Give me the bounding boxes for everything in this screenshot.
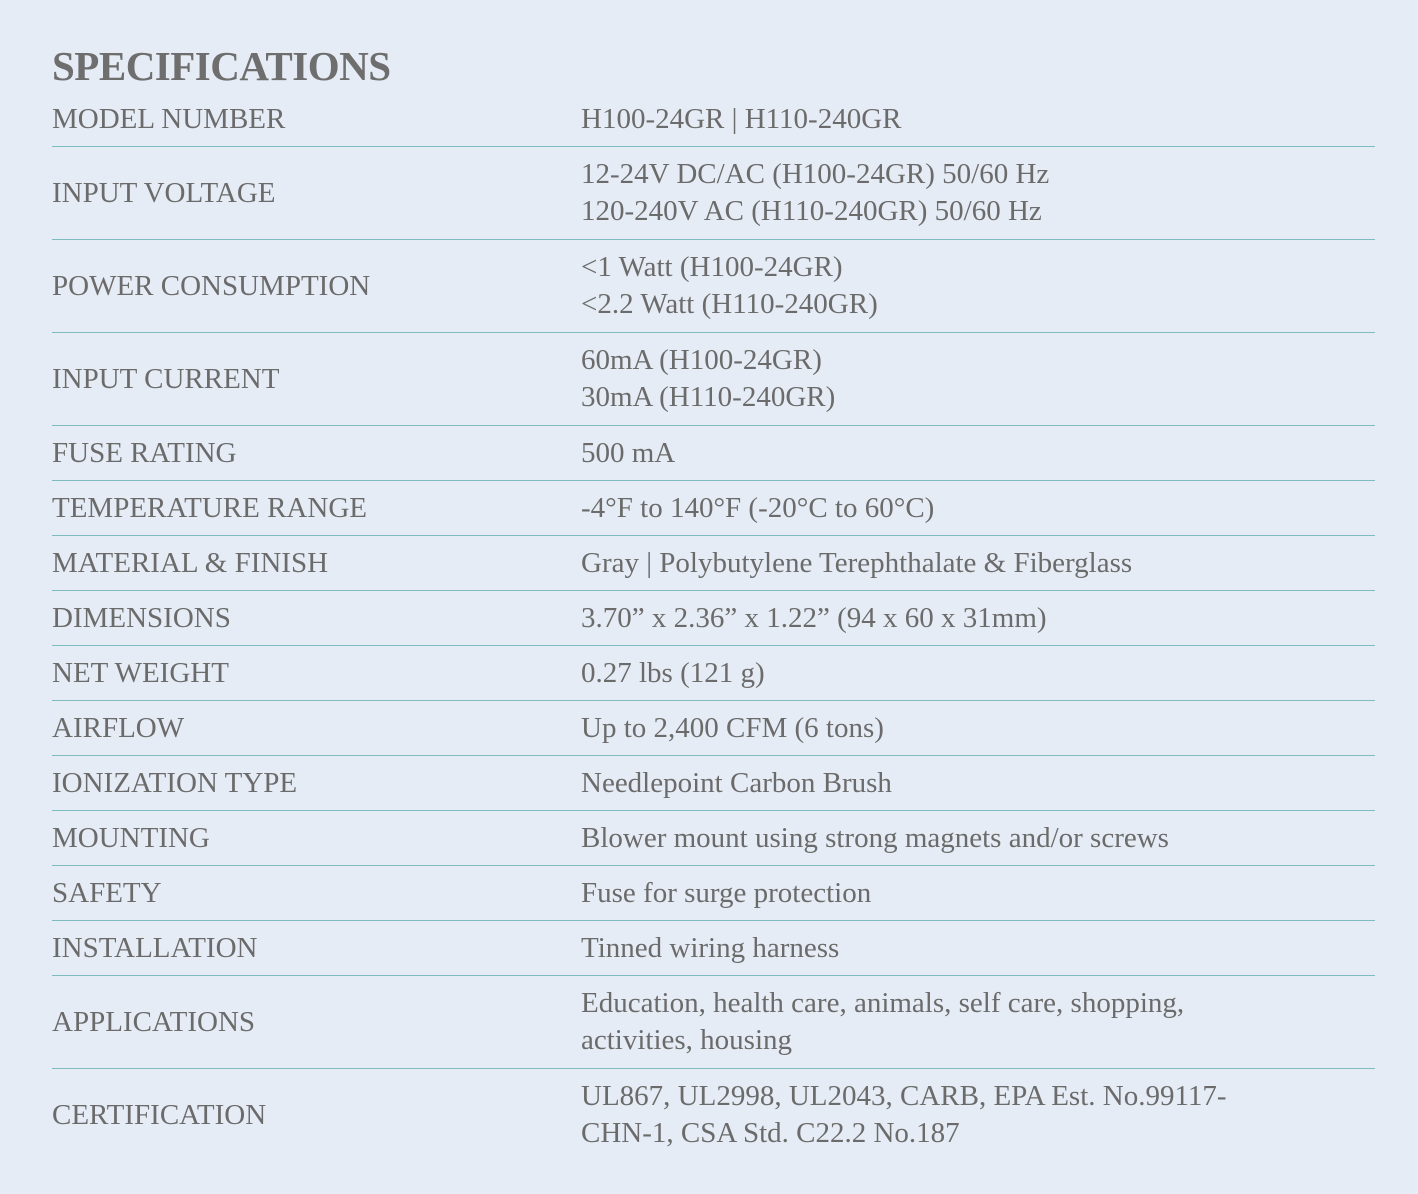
spec-label: MATERIAL & FINISH xyxy=(52,546,329,579)
spec-value: <1 Watt (H100-24GR) <2.2 Watt (H110-240GR) xyxy=(581,251,878,320)
spec-row-mounting xyxy=(52,811,1375,866)
spec-value: Up to 2,400 CFM (6 tons) xyxy=(581,711,884,744)
spec-row-input-voltage xyxy=(52,147,1375,240)
spec-row-ionization-type xyxy=(52,756,1375,811)
spec-row-fuse-rating xyxy=(52,426,1375,481)
spec-label: POWER CONSUMPTION xyxy=(52,269,371,302)
spec-row-airflow xyxy=(52,701,1375,756)
spec-value: 3.70” x 2.36” x 1.22” (94 x 60 x 31mm) xyxy=(581,601,1047,634)
spec-value: -4°F to 140°F (-20°C to 60°C) xyxy=(581,491,935,524)
spec-label: INSTALLATION xyxy=(52,931,258,964)
spec-row-certification xyxy=(52,1069,1375,1161)
spec-row-temperature-range xyxy=(52,481,1375,536)
spec-value: 500 mA xyxy=(581,436,676,469)
spec-value: UL867, UL2998, UL2043, CARB, EPA Est. No.99117- CHN-1, CSA Std. C22.2 No.187 xyxy=(581,1080,1227,1149)
spec-value: Fuse for surge protection xyxy=(581,876,872,909)
spec-row-installation xyxy=(52,921,1375,976)
spec-row-dimensions xyxy=(52,591,1375,646)
spec-label: SAFETY xyxy=(52,876,162,909)
spec-row-safety xyxy=(52,866,1375,921)
spec-value: Needlepoint Carbon Brush xyxy=(581,766,892,799)
spec-row-applications xyxy=(52,976,1375,1069)
spec-value: H100-24GR | H110-240GR xyxy=(581,102,902,135)
spec-value: Blower mount using strong magnets and/or screws xyxy=(581,821,1169,854)
spec-label: IONIZATION TYPE xyxy=(52,766,298,799)
spec-row-material-finish xyxy=(52,536,1375,591)
spec-label: APPLICATIONS xyxy=(52,1005,256,1038)
spec-value: Education, health care, animals, self care, shopping, activities, housing xyxy=(581,987,1185,1056)
spec-row-net-weight xyxy=(52,646,1375,701)
spec-label: INPUT VOLTAGE xyxy=(52,176,276,209)
spec-label: CERTIFICATION xyxy=(52,1098,267,1131)
spec-value: 60mA (H100-24GR) 30mA (H110-240GR) xyxy=(581,344,836,413)
spec-label: NET WEIGHT xyxy=(52,656,229,689)
spec-label: MOUNTING xyxy=(52,821,210,854)
spec-label: INPUT CURRENT xyxy=(52,362,280,395)
specifications-table xyxy=(52,92,1375,1161)
spec-label: MODEL NUMBER xyxy=(52,102,286,135)
section-title: SPECIFICATIONS xyxy=(52,43,391,89)
spec-row-input-current xyxy=(52,333,1375,426)
spec-label: AIRFLOW xyxy=(52,711,185,744)
spec-row-power-consumption xyxy=(52,240,1375,333)
specifications-section xyxy=(52,40,1375,1161)
spec-value: Tinned wiring harness xyxy=(581,931,840,964)
spec-value: Gray | Polybutylene Terephthalate & Fiberglass xyxy=(581,546,1133,579)
spec-label: TEMPERATURE RANGE xyxy=(52,491,367,524)
spec-row-model-number xyxy=(52,92,1375,147)
spec-value: 12-24V DC/AC (H100-24GR) 50/60 Hz 120-240V AC (H110-240GR) 50/60 Hz xyxy=(581,158,1050,227)
spec-value: 0.27 lbs (121 g) xyxy=(581,656,765,689)
spec-label: FUSE RATING xyxy=(52,436,237,469)
spec-label: DIMENSIONS xyxy=(52,601,231,634)
